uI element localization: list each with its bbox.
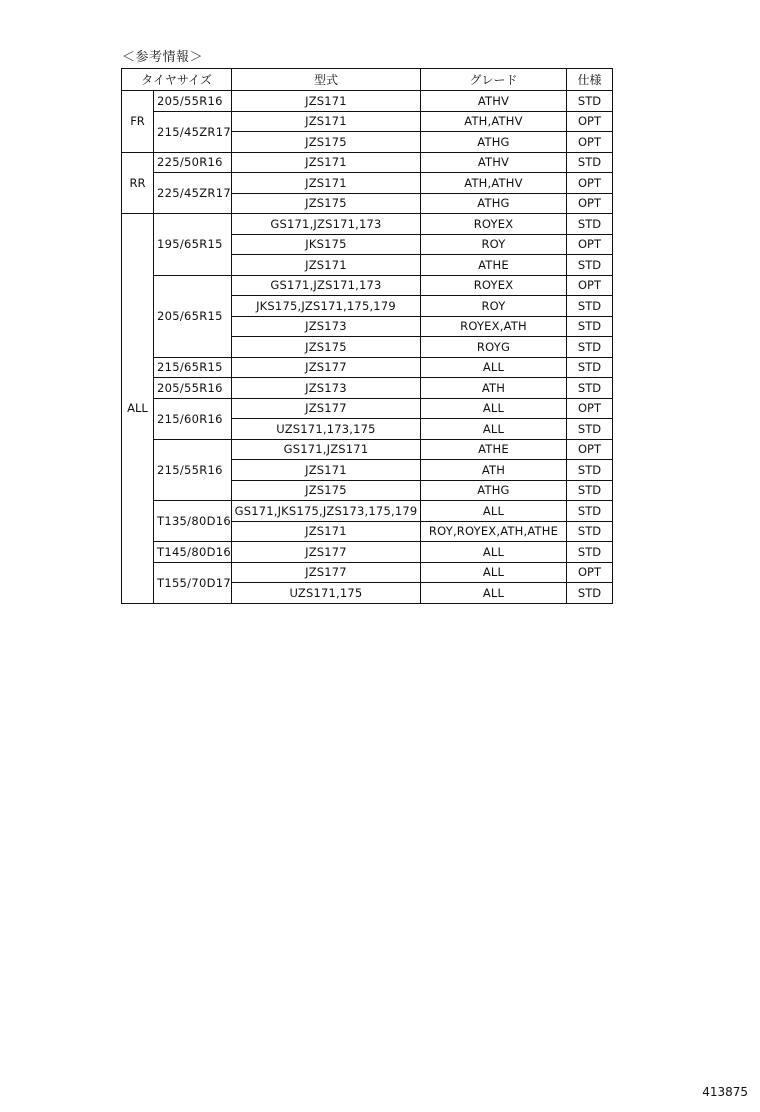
grade-cell: ATHG	[420, 193, 566, 214]
model-cell: JZS171	[231, 460, 420, 481]
spec-cell: OPT	[566, 132, 612, 153]
table-row	[122, 275, 613, 296]
grade-cell: ROY,ROYEX,ATH,ATHE	[420, 521, 566, 542]
tire-size-cell: 205/65R15	[154, 275, 232, 357]
tire-size-cell: 225/45ZR17	[154, 173, 232, 214]
spec-cell: STD	[566, 255, 612, 276]
model-cell: JZS175	[231, 480, 420, 501]
model-cell: JZS177	[231, 357, 420, 378]
model-cell: JZS171	[231, 111, 420, 132]
table-row	[122, 501, 613, 522]
grade-cell: ATHG	[420, 480, 566, 501]
model-cell: JZS173	[231, 378, 420, 399]
spec-cell: STD	[566, 357, 612, 378]
grade-cell: ALL	[420, 501, 566, 522]
position-cell: FR	[122, 91, 154, 153]
table-row	[122, 214, 613, 235]
spec-cell: OPT	[566, 562, 612, 583]
spec-cell: OPT	[566, 173, 612, 194]
table-row	[122, 378, 613, 399]
spec-cell: STD	[566, 296, 612, 317]
grade-cell: ROYEX,ATH	[420, 316, 566, 337]
grade-cell: ALL	[420, 583, 566, 604]
model-cell: GS171,JZS171,173	[231, 275, 420, 296]
model-cell: JZS171	[231, 91, 420, 112]
table-row	[122, 398, 613, 419]
header-spec: 仕様	[566, 69, 612, 91]
table-row	[122, 152, 613, 173]
tire-size-cell: T135/80D16	[154, 501, 232, 542]
model-cell: JZS171	[231, 521, 420, 542]
grade-cell: ROYG	[420, 337, 566, 358]
model-cell: UZS171,173,175	[231, 419, 420, 440]
spec-cell: STD	[566, 583, 612, 604]
grade-cell: ATH,ATHV	[420, 111, 566, 132]
spec-cell: STD	[566, 419, 612, 440]
spec-cell: STD	[566, 521, 612, 542]
spec-cell: OPT	[566, 193, 612, 214]
model-cell: JZS177	[231, 398, 420, 419]
table-row	[122, 439, 613, 460]
spec-cell: STD	[566, 480, 612, 501]
tire-size-cell: 205/55R16	[154, 91, 232, 112]
tire-size-cell: 215/55R16	[154, 439, 232, 501]
table-row	[122, 357, 613, 378]
tire-size-cell: 215/45ZR17	[154, 111, 232, 152]
model-cell: GS171,JKS175,JZS173,175,179	[231, 501, 420, 522]
table-row	[122, 111, 613, 132]
header-model: 型式	[231, 69, 420, 91]
spec-cell: STD	[566, 542, 612, 563]
grade-cell: ATHE	[420, 255, 566, 276]
model-cell: JZS175	[231, 337, 420, 358]
grade-cell: ATHG	[420, 132, 566, 153]
spec-cell: OPT	[566, 111, 612, 132]
grade-cell: ROYEX	[420, 214, 566, 235]
grade-cell: ATH,ATHV	[420, 173, 566, 194]
model-cell: UZS171,175	[231, 583, 420, 604]
model-cell: JZS177	[231, 542, 420, 563]
grade-cell: ALL	[420, 542, 566, 563]
spec-cell: OPT	[566, 234, 612, 255]
grade-cell: ATH	[420, 378, 566, 399]
spec-cell: OPT	[566, 398, 612, 419]
grade-cell: ATHE	[420, 439, 566, 460]
table-row	[122, 562, 613, 583]
model-cell: JKS175	[231, 234, 420, 255]
model-cell: JZS171	[231, 255, 420, 276]
grade-cell: ALL	[420, 357, 566, 378]
model-cell: JZS175	[231, 132, 420, 153]
section-heading: ＜参考情報＞	[122, 50, 204, 65]
grade-cell: ATH	[420, 460, 566, 481]
grade-cell: ALL	[420, 562, 566, 583]
tire-size-table	[121, 68, 613, 604]
spec-cell: STD	[566, 378, 612, 399]
grade-cell: ALL	[420, 398, 566, 419]
model-cell: JZS171	[231, 173, 420, 194]
table-header-row	[122, 69, 613, 91]
spec-cell: OPT	[566, 275, 612, 296]
grade-cell: ALL	[420, 419, 566, 440]
table-row	[122, 91, 613, 112]
tire-size-cell: T155/70D17	[154, 562, 232, 603]
spec-cell: STD	[566, 460, 612, 481]
grade-cell: ROYEX	[420, 275, 566, 296]
tire-size-cell: T145/80D16	[154, 542, 232, 563]
model-cell: JZS177	[231, 562, 420, 583]
spec-cell: STD	[566, 337, 612, 358]
tire-size-cell: 195/65R15	[154, 214, 232, 276]
spec-cell: OPT	[566, 439, 612, 460]
header-grade: グレード	[420, 69, 566, 91]
tire-size-cell: 225/50R16	[154, 152, 232, 173]
model-cell: GS171,JZS171,173	[231, 214, 420, 235]
header-tire-size: タイヤサイズ	[122, 69, 232, 91]
grade-cell: ROY	[420, 296, 566, 317]
model-cell: JZS173	[231, 316, 420, 337]
table-body	[122, 91, 613, 604]
grade-cell: ATHV	[420, 91, 566, 112]
spec-cell: STD	[566, 501, 612, 522]
position-cell: ALL	[122, 214, 154, 604]
model-cell: JKS175,JZS171,175,179	[231, 296, 420, 317]
spec-cell: STD	[566, 214, 612, 235]
grade-cell: ROY	[420, 234, 566, 255]
spec-cell: STD	[566, 316, 612, 337]
spec-cell: STD	[566, 152, 612, 173]
table-row	[122, 173, 613, 194]
model-cell: JZS171	[231, 152, 420, 173]
tire-size-cell: 215/65R15	[154, 357, 232, 378]
tire-size-cell: 215/60R16	[154, 398, 232, 439]
model-cell: GS171,JZS171	[231, 439, 420, 460]
grade-cell: ATHV	[420, 152, 566, 173]
position-cell: RR	[122, 152, 154, 214]
model-cell: JZS175	[231, 193, 420, 214]
figure-code: 413875	[702, 1085, 748, 1099]
table-row	[122, 542, 613, 563]
spec-cell: STD	[566, 91, 612, 112]
tire-size-cell: 205/55R16	[154, 378, 232, 399]
